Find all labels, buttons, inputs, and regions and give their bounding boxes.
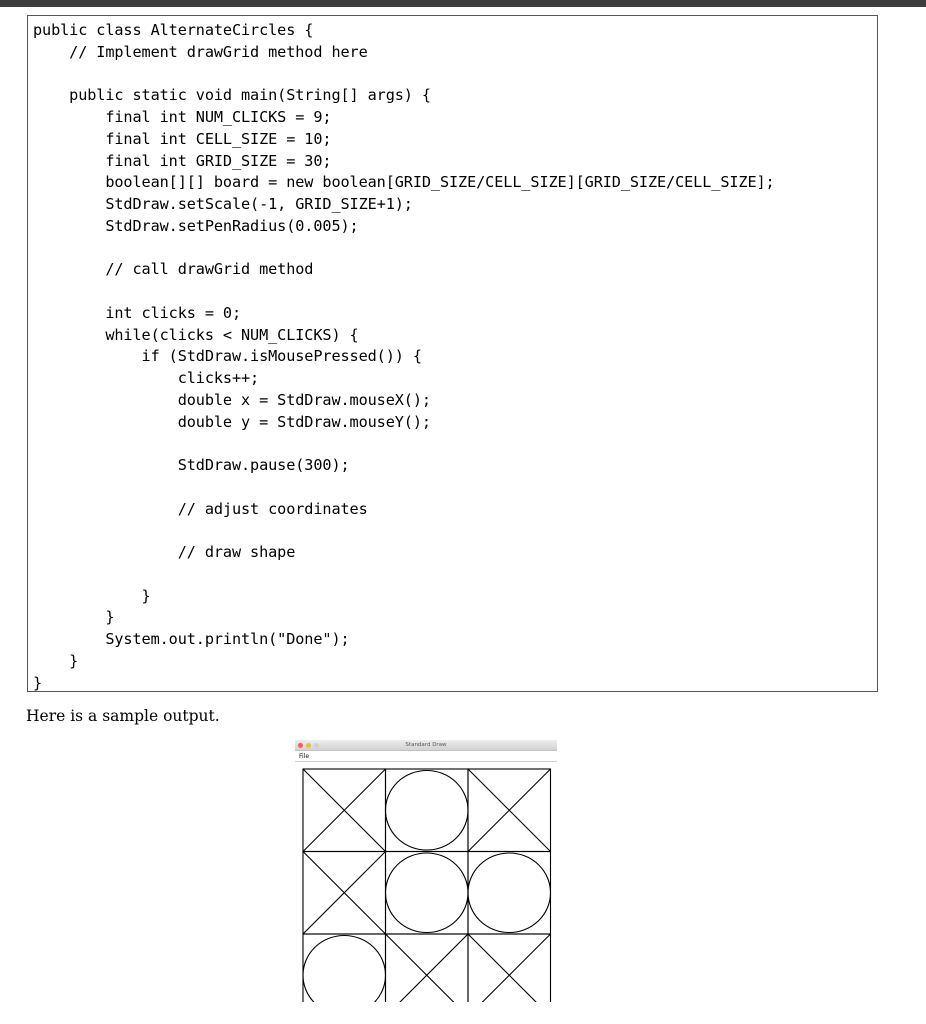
- cross-line: [468, 934, 551, 1002]
- code-line: double x = StdDraw.mouseX();: [33, 390, 431, 409]
- code-line: StdDraw.pause(300);: [33, 456, 350, 474]
- grid-cell: [303, 934, 386, 1002]
- code-line: // Implement drawGrid method here: [33, 42, 368, 61]
- grid-cell: [386, 934, 469, 1002]
- code-line: if (StdDraw.isMousePressed()) {: [33, 347, 422, 366]
- code-line: boolean[][] board = new boolean[GRID_SIZE/CELL_SIZE][GRID_SIZE/CELL_SIZE];: [33, 173, 775, 192]
- code-line: final int NUM_CLICKS = 9;: [33, 108, 332, 126]
- grid-cell: [468, 934, 551, 1002]
- code-line: StdDraw.setScale(-1, GRID_SIZE+1);: [33, 195, 413, 213]
- code-line: }: [33, 608, 115, 627]
- code-line: final int GRID_SIZE = 30;: [33, 151, 332, 170]
- code-line: public static void main(String[] args) {: [33, 86, 431, 105]
- circle-shape: [386, 853, 469, 933]
- caption: Here is a sample output.: [26, 707, 220, 725]
- circle-shape: [386, 771, 469, 851]
- code-line: double y = StdDraw.mouseY();: [33, 412, 431, 431]
- circle-shape: [468, 853, 551, 933]
- code-line: clicks++;: [33, 369, 260, 387]
- cross-line: [386, 934, 469, 1002]
- top-strip: [0, 0, 926, 7]
- code-line: System.out.println("Done");: [33, 630, 350, 648]
- code-line: public class AlternateCircles {: [33, 21, 314, 39]
- cross-line: [468, 934, 551, 1002]
- code-line: }: [33, 673, 43, 692]
- code-line: // call drawGrid method: [33, 260, 314, 279]
- code-line: final int CELL_SIZE = 10;: [33, 129, 332, 148]
- code-line: }: [33, 586, 151, 605]
- circle-shape: [303, 936, 386, 1003]
- code-line: // adjust coordinates: [33, 499, 368, 518]
- code-line: }: [33, 651, 79, 670]
- cross-line: [386, 934, 469, 1002]
- code-line: while(clicks < NUM_CLICKS) {: [33, 325, 359, 344]
- code-listing: [27, 15, 878, 692]
- code-line: StdDraw.setPenRadius(0.005);: [33, 216, 359, 235]
- code-line: int clicks = 0;: [33, 303, 242, 322]
- code-line: // draw shape: [33, 543, 296, 561]
- standard-draw-window: [295, 740, 557, 1002]
- menu-file[interactable]: File: [299, 753, 310, 760]
- drawing-canvas[interactable]: [295, 740, 557, 1002]
- window-title: Standard Draw: [405, 742, 447, 748]
